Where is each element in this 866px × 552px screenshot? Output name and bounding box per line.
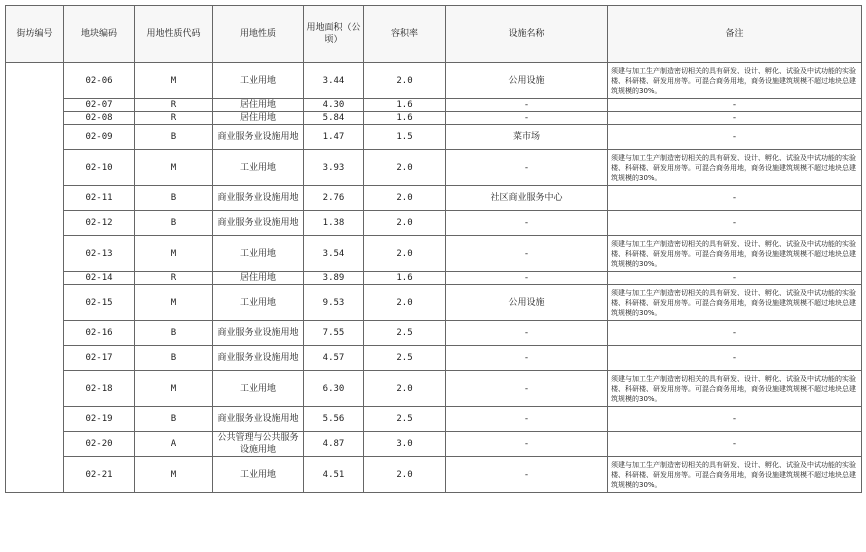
far-cell: 2.0: [364, 236, 446, 272]
use-type-cell: 公共管理与公共服务设施用地: [213, 432, 304, 457]
plot-code-cell: 02-09: [64, 125, 135, 150]
use-type-cell: 居住用地: [213, 99, 304, 112]
remark-cell: -: [608, 99, 862, 112]
use-type-cell: 工业用地: [213, 371, 304, 407]
use-type-cell: 工业用地: [213, 150, 304, 186]
far-cell: 1.5: [364, 125, 446, 150]
use-code-cell: M: [135, 236, 213, 272]
plot-code-cell: 02-17: [64, 346, 135, 371]
plot-code-cell: 02-19: [64, 407, 135, 432]
plot-code-cell: 02-18: [64, 371, 135, 407]
facility-cell: 公用设施: [446, 63, 608, 99]
remark-cell: -: [608, 346, 862, 371]
facility-cell: -: [446, 432, 608, 457]
table-row: [6, 63, 862, 99]
use-code-cell: M: [135, 285, 213, 321]
facility-cell: -: [446, 150, 608, 186]
facility-cell: -: [446, 407, 608, 432]
header-plot-code: 地块编码: [64, 6, 135, 63]
use-code-cell: R: [135, 99, 213, 112]
plot-code-cell: 02-14: [64, 272, 135, 285]
use-code-cell: M: [135, 371, 213, 407]
use-code-cell: M: [135, 63, 213, 99]
use-type-cell: 工业用地: [213, 63, 304, 99]
remark-cell: 须建与加工生产制造密切相关的具有研发、设计、孵化、试验及中试功能的实验楼、科研楼、研发用房等。可混合商务用地，商务设施建筑规模不超过地块总建筑规模的30%。: [608, 457, 862, 493]
facility-cell: -: [446, 371, 608, 407]
header-use-code: 用地性质代码: [135, 6, 213, 63]
facility-cell: -: [446, 236, 608, 272]
area-cell: 7.55: [304, 321, 364, 346]
facility-cell: -: [446, 99, 608, 112]
area-cell: 9.53: [304, 285, 364, 321]
far-cell: 2.0: [364, 186, 446, 211]
far-cell: 2.0: [364, 63, 446, 99]
area-cell: 5.84: [304, 112, 364, 125]
facility-cell: -: [446, 457, 608, 493]
far-cell: 2.0: [364, 285, 446, 321]
area-cell: 4.30: [304, 99, 364, 112]
use-type-cell: 工业用地: [213, 236, 304, 272]
plot-code-cell: 02-16: [64, 321, 135, 346]
header-street: 街坊编号: [6, 6, 64, 63]
use-type-cell: 工业用地: [213, 285, 304, 321]
remark-cell: -: [608, 125, 862, 150]
remark-cell: 须建与加工生产制造密切相关的具有研发、设计、孵化、试验及中试功能的实验楼、科研楼、研发用房等。可混合商务用地，商务设施建筑规模不超过地块总建筑规模的30%。: [608, 371, 862, 407]
use-code-cell: M: [135, 457, 213, 493]
far-cell: 1.6: [364, 272, 446, 285]
facility-cell: -: [446, 112, 608, 125]
header-use-type: 用地性质: [213, 6, 304, 63]
table-row: [6, 112, 862, 125]
area-cell: 1.47: [304, 125, 364, 150]
use-type-cell: 商业服务业设施用地: [213, 407, 304, 432]
plot-code-cell: 02-11: [64, 186, 135, 211]
area-cell: 3.93: [304, 150, 364, 186]
use-type-cell: 商业服务业设施用地: [213, 186, 304, 211]
area-cell: 5.56: [304, 407, 364, 432]
use-type-cell: 商业服务业设施用地: [213, 321, 304, 346]
area-cell: 2.76: [304, 186, 364, 211]
table-row: [6, 321, 862, 346]
plot-code-cell: 02-12: [64, 211, 135, 236]
use-code-cell: A: [135, 432, 213, 457]
table-row: [6, 346, 862, 371]
far-cell: 3.0: [364, 432, 446, 457]
use-code-cell: B: [135, 346, 213, 371]
area-cell: 3.54: [304, 236, 364, 272]
use-code-cell: B: [135, 125, 213, 150]
use-code-cell: B: [135, 321, 213, 346]
remark-cell: 须建与加工生产制造密切相关的具有研发、设计、孵化、试验及中试功能的实验楼、科研楼、研发用房等。可混合商务用地，商务设施建筑规模不超过地块总建筑规模的30%。: [608, 63, 862, 99]
area-cell: 4.57: [304, 346, 364, 371]
remark-cell: -: [608, 272, 862, 285]
use-code-cell: B: [135, 186, 213, 211]
far-cell: 2.0: [364, 150, 446, 186]
facility-cell: -: [446, 321, 608, 346]
table-row: [6, 150, 862, 186]
use-code-cell: B: [135, 407, 213, 432]
use-type-cell: 商业服务业设施用地: [213, 346, 304, 371]
area-cell: 1.38: [304, 211, 364, 236]
use-type-cell: 居住用地: [213, 272, 304, 285]
plot-code-cell: 02-10: [64, 150, 135, 186]
area-cell: 4.87: [304, 432, 364, 457]
remark-cell: 须建与加工生产制造密切相关的具有研发、设计、孵化、试验及中试功能的实验楼、科研楼、研发用房等。可混合商务用地，商务设施建筑规模不超过地块总建筑规模的30%。: [608, 150, 862, 186]
table-row: [6, 211, 862, 236]
far-cell: 2.5: [364, 346, 446, 371]
remark-cell: -: [608, 211, 862, 236]
street-cell: [6, 63, 64, 493]
header-remark: 备注: [608, 6, 862, 63]
remark-cell: -: [608, 186, 862, 211]
facility-cell: -: [446, 272, 608, 285]
remark-cell: -: [608, 112, 862, 125]
area-cell: 3.89: [304, 272, 364, 285]
table-row: [6, 432, 862, 457]
table-row: [6, 371, 862, 407]
facility-cell: -: [446, 211, 608, 236]
table-header-row: [6, 6, 862, 63]
land-use-table-container: [5, 5, 862, 493]
plot-code-cell: 02-13: [64, 236, 135, 272]
use-code-cell: R: [135, 112, 213, 125]
remark-cell: -: [608, 407, 862, 432]
far-cell: 2.0: [364, 457, 446, 493]
use-type-cell: 商业服务业设施用地: [213, 125, 304, 150]
far-cell: 2.0: [364, 371, 446, 407]
use-type-cell: 居住用地: [213, 112, 304, 125]
table-row: [6, 236, 862, 272]
far-cell: 2.5: [364, 321, 446, 346]
use-code-cell: B: [135, 211, 213, 236]
table-row: [6, 272, 862, 285]
plot-code-cell: 02-07: [64, 99, 135, 112]
table-row: [6, 186, 862, 211]
header-far: 容积率: [364, 6, 446, 63]
facility-cell: -: [446, 346, 608, 371]
facility-cell: 社区商业服务中心: [446, 186, 608, 211]
plot-code-cell: 02-21: [64, 457, 135, 493]
area-cell: 4.51: [304, 457, 364, 493]
use-type-cell: 商业服务业设施用地: [213, 211, 304, 236]
remark-cell: 须建与加工生产制造密切相关的具有研发、设计、孵化、试验及中试功能的实验楼、科研楼、研发用房等。可混合商务用地，商务设施建筑规模不超过地块总建筑规模的30%。: [608, 285, 862, 321]
remark-cell: -: [608, 321, 862, 346]
header-area: 用地面积（公顷）: [304, 6, 364, 63]
area-cell: 3.44: [304, 63, 364, 99]
plot-code-cell: 02-15: [64, 285, 135, 321]
area-cell: 6.30: [304, 371, 364, 407]
facility-cell: 公用设施: [446, 285, 608, 321]
far-cell: 1.6: [364, 112, 446, 125]
use-code-cell: R: [135, 272, 213, 285]
plot-code-cell: 02-06: [64, 63, 135, 99]
facility-cell: 菜市场: [446, 125, 608, 150]
table-row: [6, 125, 862, 150]
use-type-cell: 工业用地: [213, 457, 304, 493]
remark-cell: -: [608, 432, 862, 457]
table-row: [6, 457, 862, 493]
use-code-cell: M: [135, 150, 213, 186]
plot-code-cell: 02-20: [64, 432, 135, 457]
plot-code-cell: 02-08: [64, 112, 135, 125]
land-use-table: [5, 5, 862, 493]
table-row: [6, 99, 862, 112]
table-row: [6, 285, 862, 321]
header-facility: 设施名称: [446, 6, 608, 63]
far-cell: 1.6: [364, 99, 446, 112]
far-cell: 2.0: [364, 211, 446, 236]
table-row: [6, 407, 862, 432]
far-cell: 2.5: [364, 407, 446, 432]
remark-cell: 须建与加工生产制造密切相关的具有研发、设计、孵化、试验及中试功能的实验楼、科研楼、研发用房等。可混合商务用地，商务设施建筑规模不超过地块总建筑规模的30%。: [608, 236, 862, 272]
table-body: [6, 63, 862, 493]
